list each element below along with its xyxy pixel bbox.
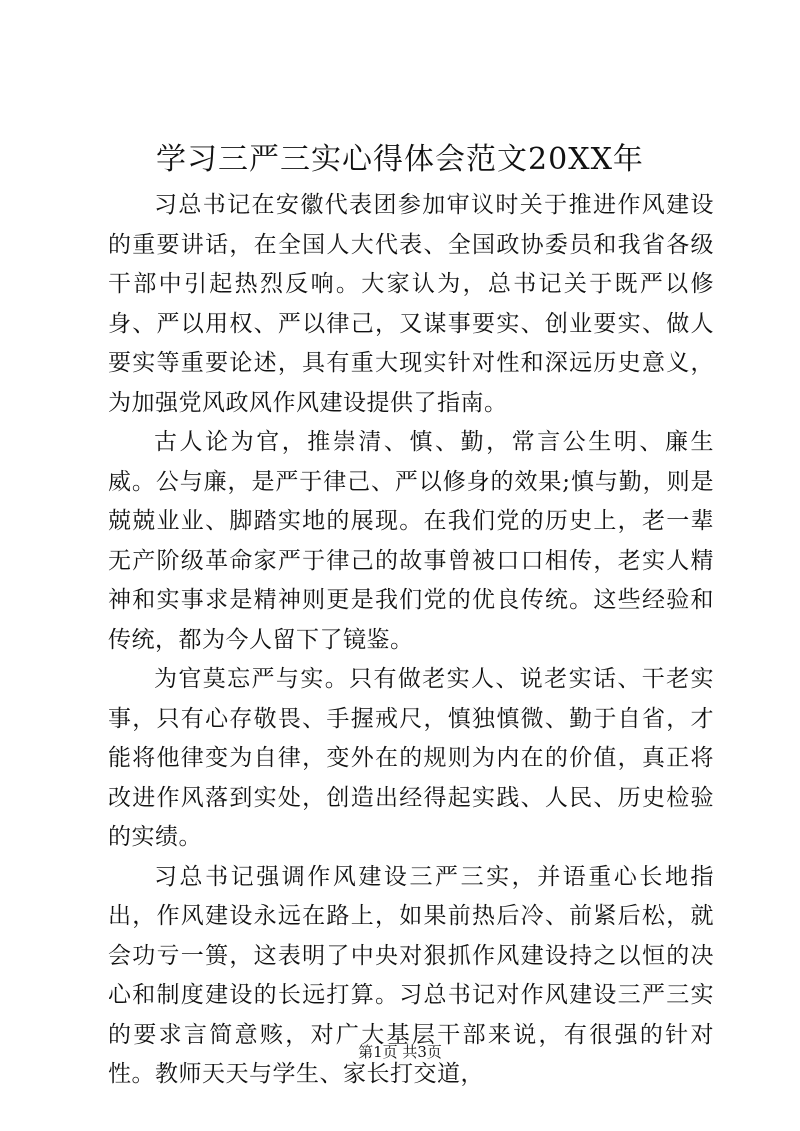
paragraph-2: 古人论为官，推崇清、慎、勤，常言公生明、廉生威。公与廉，是严于律己、严以修身的效果;慎与勤，则是兢兢业业、脚踏实地的展现。在我们党的历史上，老一辈无产阶级革命家严于律己的故事曾被口口相传，老实人精神和实事求是精神则更是我们党的优良传统。这些经验和传统，都为今人留下了镜鉴。 (108, 429, 714, 653)
paragraph-4: 习总书记强调作风建设三严三实，并语重心长地指出，作风建设永远在路上，如果前热后冷、前紧后松，就会功亏一篑，这表明了中央对狠抓作风建设持之以恒的决心和制度建设的长远打算。习总书记对作风建设三严三实的要求言简意赅，对广大基层干部来说，有很强的针对性。教师天天与学生、家长打交道， (108, 863, 714, 1087)
document-title: 学习三严三实心得体会范文20XX年 (156, 142, 644, 177)
paragraph-1: 习总书记在安徽代表团参加审议时关于推进作风建设的重要讲话，在全国人大代表、全国政协委员和我省各级干部中引起热烈反响。大家认为，总书记关于既严以修身、严以用权、严以律己，又谋事要实、创业要实、做人要实等重要论述，具有重大现实针对性和深远历史意义，为加强党风政风作风建设提供了指南。 (108, 192, 714, 416)
page-number-footer: 第1页 共3页 (358, 1043, 442, 1061)
paragraph-3: 为官莫忘严与实。只有做老实人、说老实话、干老实事，只有心存敬畏、手握戒尺，慎独慎微、勤于自省，才能将他律变为自律，变外在的规则为内在的价值，真正将改进作风落到实处，创造出经得起实践、人民、历史检验的实绩。 (108, 666, 714, 850)
document-body (108, 186, 714, 1095)
